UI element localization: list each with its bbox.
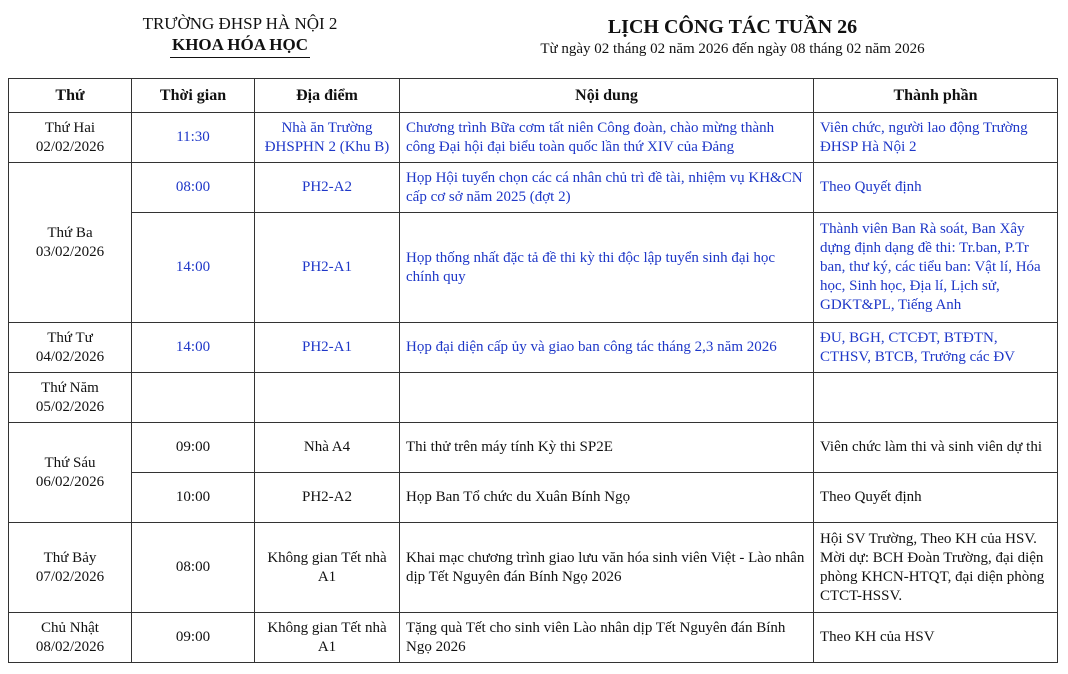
- day-name: Thứ Ba: [47, 224, 93, 241]
- content-cell: Chương trình Bữa cơm tất niên Công đoàn, chào mừng thành công Đại hội đại biểu toàn quốc lần thứ XIV của Đảng: [400, 113, 814, 163]
- schedule-title: LỊCH CÔNG TÁC TUẦN 26: [607, 16, 858, 38]
- faculty-underline: [170, 57, 310, 58]
- participants-cell: Hội SV Trường, Theo KH của HSV. Mời dự: BCH Đoàn Trường, đại diện phòng KHCN-HTQT, đại diện phòng CTCT-HSSV.: [814, 523, 1058, 613]
- day-name: Chủ Nhật: [41, 619, 99, 636]
- col-header-time: Thời gian: [132, 79, 255, 113]
- time-cell: [132, 373, 255, 423]
- schedule-date-range: Từ ngày 02 tháng 02 năm 2026 đến ngày 08 tháng 02 năm 2026: [540, 41, 925, 57]
- day-date: 06/02/2026: [35, 473, 105, 490]
- day-cell: [9, 113, 132, 163]
- content-cell: Họp đại diện cấp ủy và giao ban công tác tháng 2,3 năm 2026: [400, 323, 814, 373]
- time-cell: 14:00: [132, 213, 255, 323]
- participants-cell: Viên chức làm thi và sinh viên dự thi: [814, 423, 1058, 473]
- schedule-table: [8, 78, 1058, 663]
- day-cell: [9, 373, 132, 423]
- content-cell: [400, 373, 814, 423]
- time-cell: 09:00: [132, 613, 255, 663]
- participants-cell: Theo Quyết định: [814, 473, 1058, 523]
- place-cell: PH2-A2: [255, 473, 400, 523]
- time-cell: 08:00: [132, 163, 255, 213]
- day-name: Thứ Bảy: [43, 549, 97, 566]
- day-date: 05/02/2026: [35, 398, 105, 415]
- table-row: [9, 523, 1058, 613]
- school-header: [110, 14, 370, 58]
- participants-cell: Viên chức, người lao động Trường ĐHSP Hà Nội 2: [814, 113, 1058, 163]
- school-name: TRƯỜNG ĐHSP HÀ NỘI 2: [142, 14, 338, 33]
- col-header-day: Thứ: [9, 79, 132, 113]
- col-header-participants: Thành phần: [814, 79, 1058, 113]
- day-cell: [9, 163, 132, 323]
- time-cell: 09:00: [132, 423, 255, 473]
- day-name: Thứ Hai: [44, 119, 96, 136]
- day-date: 04/02/2026: [35, 348, 105, 365]
- place-cell: PH2-A1: [255, 323, 400, 373]
- participants-cell: [814, 373, 1058, 423]
- participants-cell: Theo KH của HSV: [814, 613, 1058, 663]
- col-header-content: Nội dung: [400, 79, 814, 113]
- participants-cell: ĐU, BGH, CTCĐT, BTĐTN, CTHSV, BTCB, Trưởng các ĐV: [814, 323, 1058, 373]
- place-cell: Nhà A4: [255, 423, 400, 473]
- time-cell: 10:00: [132, 473, 255, 523]
- table-row: [9, 613, 1058, 663]
- day-date: 02/02/2026: [35, 138, 105, 155]
- col-header-place: Địa điểm: [255, 79, 400, 113]
- day-name: Thứ Tư: [47, 329, 93, 346]
- table-row: [9, 373, 1058, 423]
- table-row: [9, 113, 1058, 163]
- day-date: 08/02/2026: [35, 638, 105, 655]
- faculty-name: KHOA HÓA HỌC: [171, 35, 309, 54]
- content-cell: Họp Hội tuyển chọn các cá nhân chủ trì đề tài, nhiệm vụ KH&CN cấp cơ sở năm 2025 (đợt 2): [400, 163, 814, 213]
- content-cell: Khai mạc chương trình giao lưu văn hóa sinh viên Việt - Lào nhân dịp Tết Nguyên đán Bính Ngọ 2026: [400, 523, 814, 613]
- place-cell: PH2-A1: [255, 213, 400, 323]
- day-name: Thứ Sáu: [44, 454, 96, 471]
- table-row: [9, 473, 1058, 523]
- content-cell: Họp Ban Tổ chức du Xuân Bính Ngọ: [400, 473, 814, 523]
- time-cell: 11:30: [132, 113, 255, 163]
- participants-cell: Thành viên Ban Rà soát, Ban Xây dựng định dạng đề thi: Tr.ban, P.Tr ban, thư ký, các tiểu ban: Vật lí, Hóa học, Sinh học, Địa lí, Lịch sử, GDKT&PL, Tiếng Anh: [814, 213, 1058, 323]
- place-cell: [255, 373, 400, 423]
- place-cell: Nhà ăn Trường ĐHSPHN 2 (Khu B): [255, 113, 400, 163]
- table-row: [9, 163, 1058, 213]
- day-date: 03/02/2026: [35, 243, 105, 260]
- place-cell: PH2-A2: [255, 163, 400, 213]
- participants-cell: Theo Quyết định: [814, 163, 1058, 213]
- time-cell: 08:00: [132, 523, 255, 613]
- time-cell: 14:00: [132, 323, 255, 373]
- place-cell: Không gian Tết nhà A1: [255, 613, 400, 663]
- day-cell: [9, 613, 132, 663]
- table-row: [9, 213, 1058, 323]
- day-cell: [9, 523, 132, 613]
- table-header-row: [9, 79, 1058, 113]
- day-cell: [9, 323, 132, 373]
- content-cell: Họp thống nhất đặc tả đề thi kỳ thi độc lập tuyển sinh đại học chính quy: [400, 213, 814, 323]
- content-cell: Tặng quà Tết cho sinh viên Lào nhân dịp Tết Nguyên đán Bính Ngọ 2026: [400, 613, 814, 663]
- day-cell: [9, 423, 132, 523]
- day-name: Thứ Năm: [41, 379, 99, 396]
- day-date: 07/02/2026: [35, 568, 105, 585]
- schedule-header: [470, 14, 995, 58]
- place-cell: Không gian Tết nhà A1: [255, 523, 400, 613]
- content-cell: Thi thử trên máy tính Kỳ thi SP2E: [400, 423, 814, 473]
- table-row: [9, 423, 1058, 473]
- table-row: [9, 323, 1058, 373]
